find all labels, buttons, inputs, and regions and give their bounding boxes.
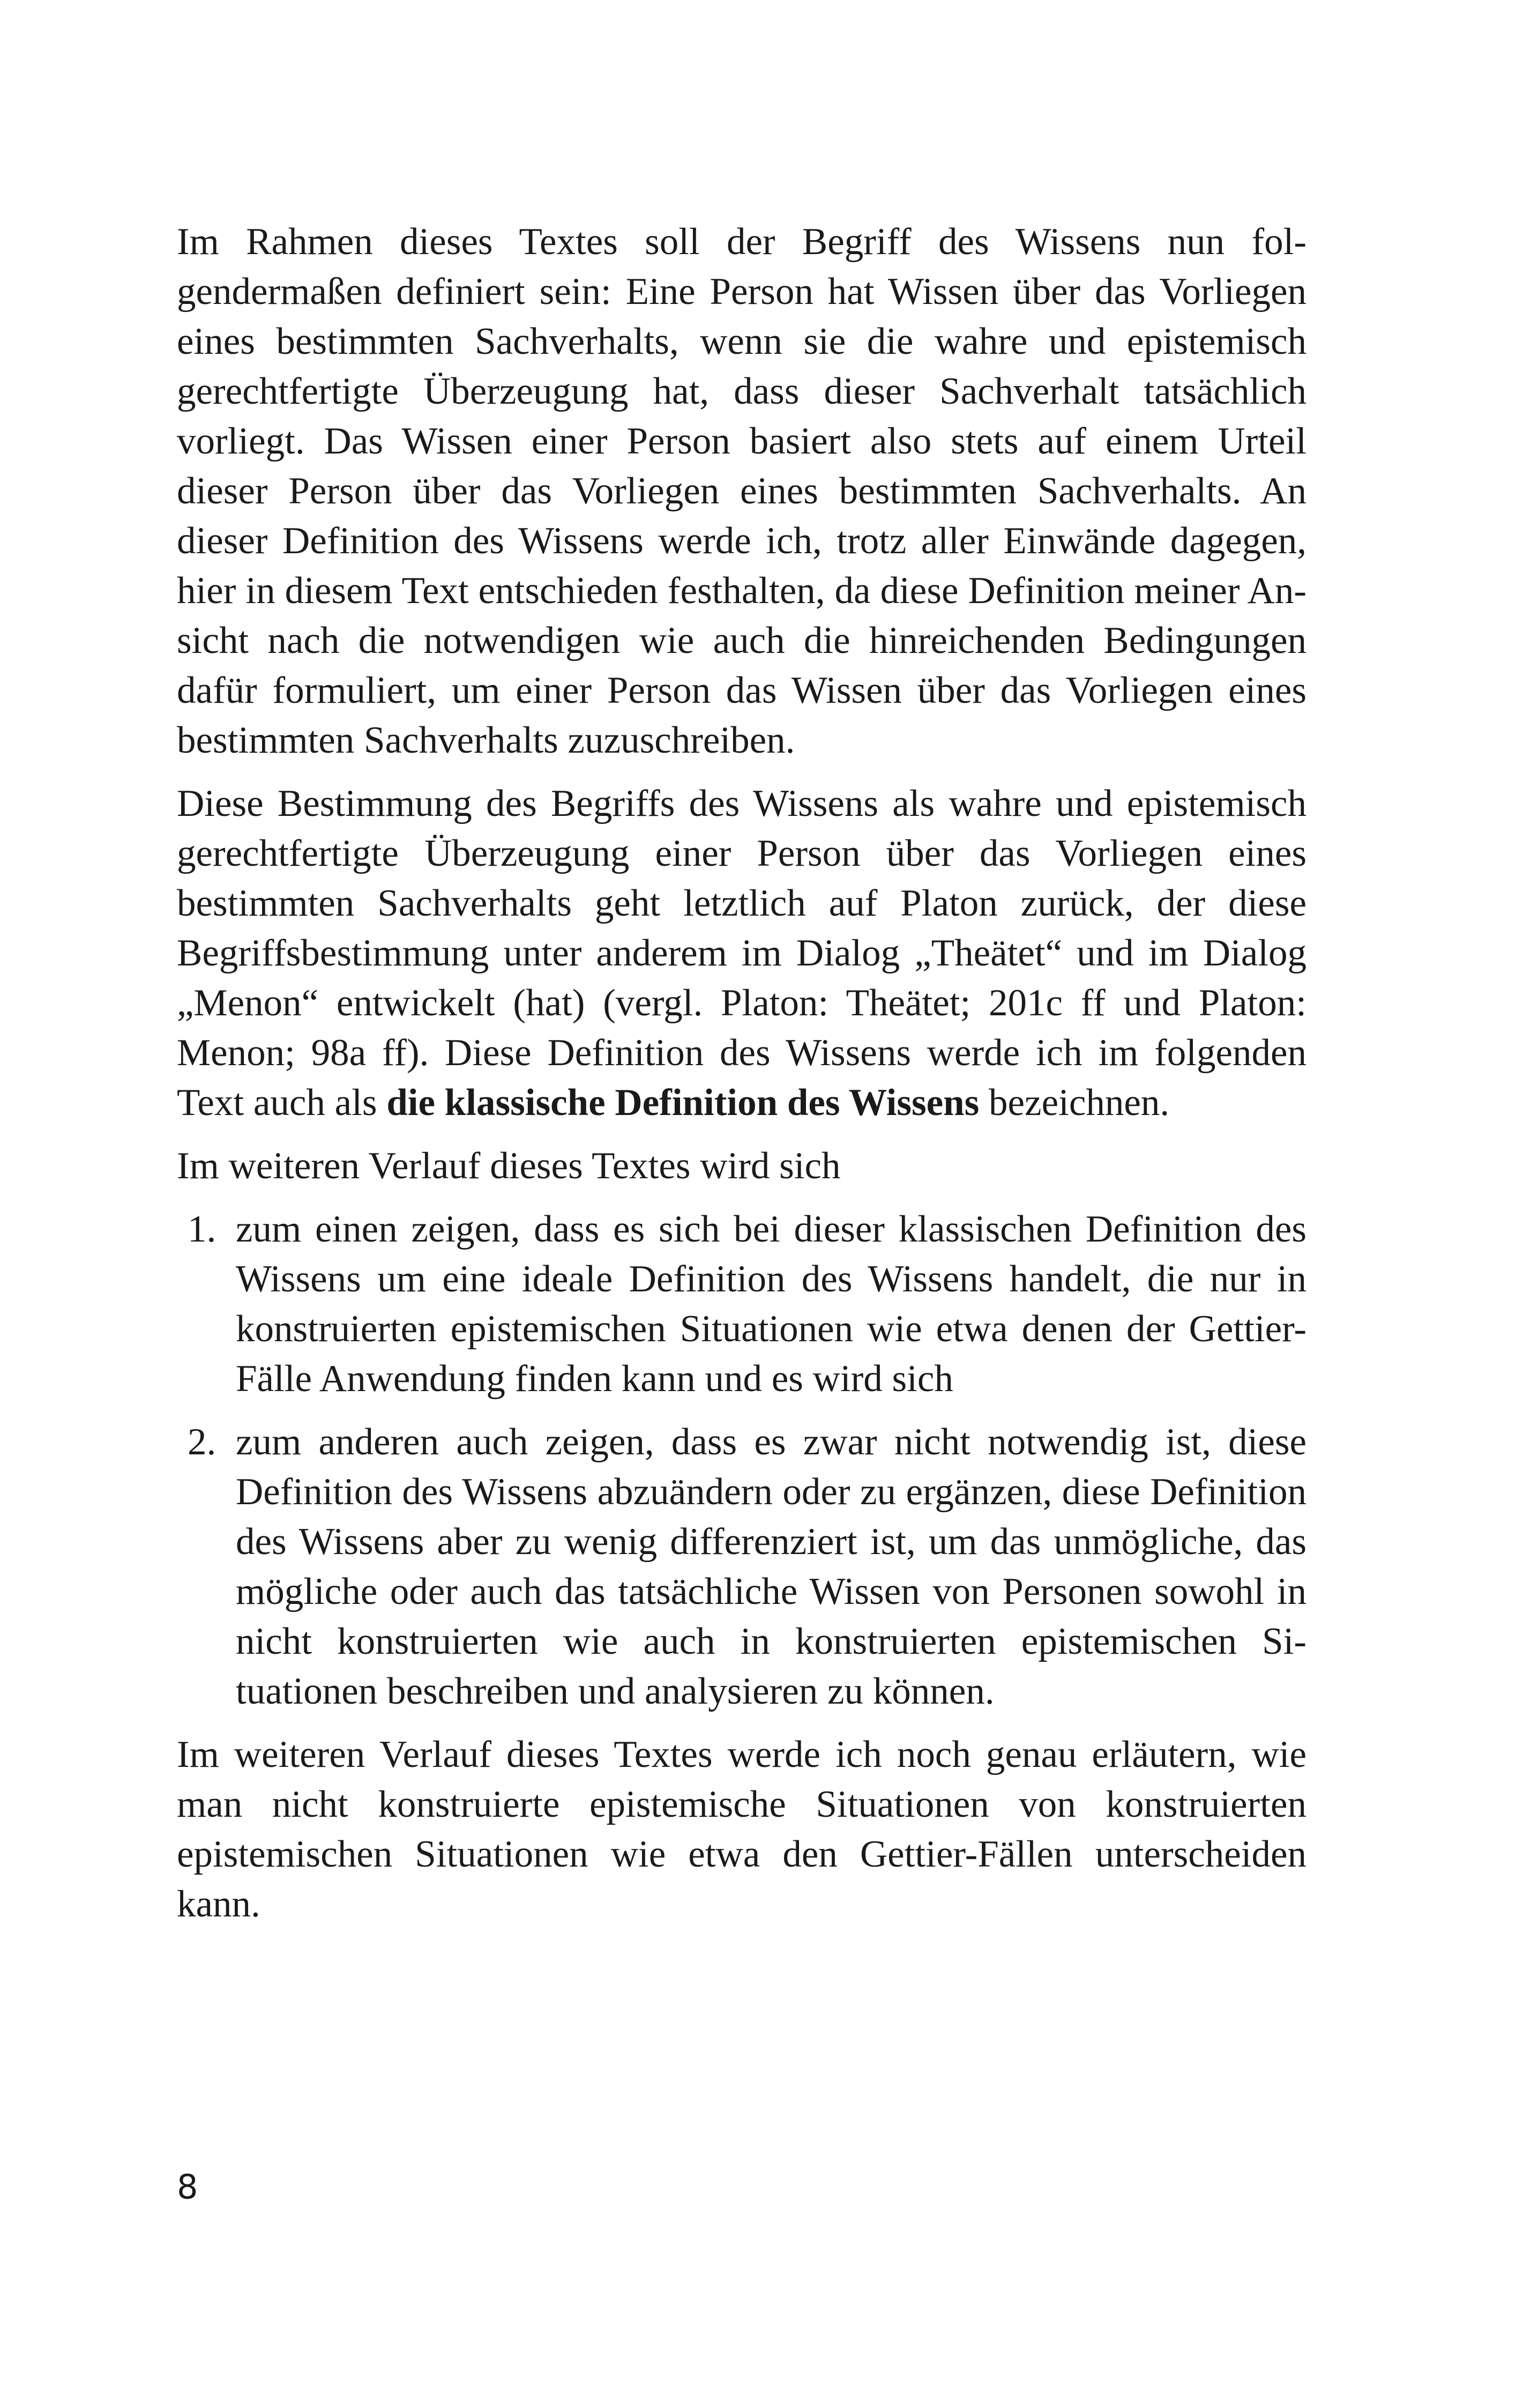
list-item — [177, 1417, 1307, 1716]
paragraph-intro-list: Im weiteren Verlauf dieses Textes wird sich — [177, 1145, 841, 1187]
numbered-list — [177, 1205, 1307, 1716]
paragraph-outlook: Im weiteren Verlauf dieses Textes werde ich noch genau erläutern, wie man nicht konstruierte epistemische Situationen von konstruierten epistemischen Situationen wie etwa den Gettier-Fällen unterscheiden kann. — [177, 1734, 1307, 1925]
page-number: 8 — [177, 2167, 198, 2206]
paragraph-platon-end: bezeichnen. — [979, 1082, 1170, 1124]
page-body — [177, 217, 1307, 1943]
list-item — [177, 1205, 1307, 1404]
list-item-text: zum anderen auch zeigen, dass es zwar nicht notwendig ist, diese Definition des Wissens abzuändern oder zu ergänzen, diese Definition des Wissens aber zu wenig differenziert ist, um das unmögliche, das mögliche oder auch das tatsächliche Wissen von Personen sowohl in nicht konstruierten wie auch in konstruierten epistemischen Situationen beschreiben und analysieren zu können. — [236, 1421, 1307, 1712]
bold-term: die klassische Definition des Wissens — [386, 1082, 980, 1124]
paragraph-platon-text: Diese Bestimmung des Begriffs des Wissens als wahre und epistemisch gerechtfertigte Überzeugung einer Person über das Vorliegen eines bestimmten Sachverhalts geht letztlich auf Platon zurück, der diese Begriffsbestimmung unter anderem im Dialog „Theätet“ und im Dialog „Menon“ entwickelt (hat) (vergl. Platon: Theätet; 201c ff und Platon: Menon; 98a ff). Diese Definition des Wissens werde ich im folgenden Text auch als — [177, 783, 1307, 1124]
paragraph-definition: Im Rahmen dieses Textes soll der Begriff des Wissens nun folgendermaßen definiert sein: Eine Person hat Wissen über das Vorliegen eines bestimmten Sachverhalts, wenn sie die wahre und epistemisch gerechtfertigte Überzeugung hat, dass dieser Sachverhalt tatsächlich vorliegt. Das Wissen einer Person basiert also stets auf einem Urteil dieser Person über das Vorliegen eines bestimmten Sachverhalts. An dieser Definition des Wissens werde ich, trotz aller Einwände dagegen, hier in diesem Text entschieden festhalten, da diese Definition meiner Ansicht nach die notwendigen wie auch die hinreichenden Bedingungen dafür formuliert, um einer Person das Wissen über das Vorliegen eines bestimmten Sachverhalts zuzuschreiben. — [177, 221, 1307, 761]
list-number: 2. — [188, 1421, 216, 1463]
list-item-text: zum einen zeigen, dass es sich bei dieser klassischen Definition des Wissens um eine ideale Definition des Wissens handelt, die nur in konstruierten epistemischen Situationen wie etwa denen der Gettier-Fälle Anwendung finden kann und es wird sich — [236, 1208, 1307, 1400]
paragraph-platon — [177, 779, 1307, 1128]
list-number: 1. — [188, 1208, 216, 1250]
